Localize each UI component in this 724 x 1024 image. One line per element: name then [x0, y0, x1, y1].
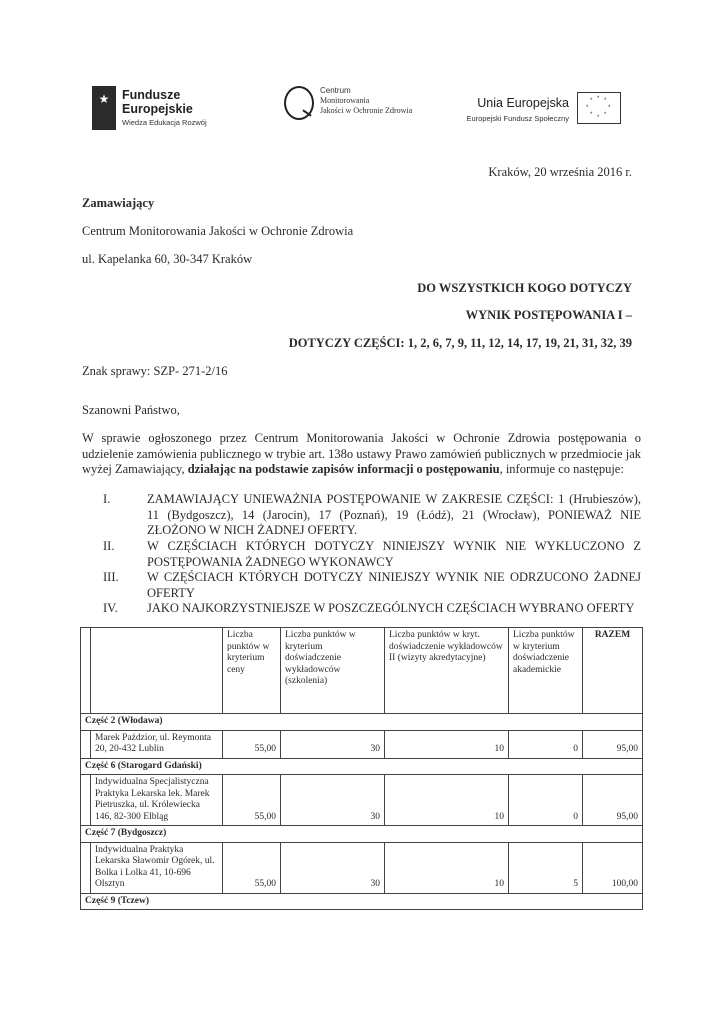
- header-total: RAZEM: [583, 628, 643, 714]
- section-title: Część 6 (Starogard Gdański): [81, 758, 643, 775]
- cm-logo-line3: Jakości w Ochronie Zdrowia: [320, 106, 413, 115]
- price-score: 55,00: [223, 730, 281, 758]
- header-experience-visits: Liczba punktów w kryt. doświadczenie wykładowców II (wizyty akredytacyjne): [385, 628, 509, 714]
- logo-fundusze-europejskie: [92, 86, 242, 134]
- cm-q-icon: [284, 86, 314, 120]
- ue-logo-line1: Unia Europejska: [477, 96, 569, 110]
- header-price: Liczba punktów w kryterium ceny: [223, 628, 281, 714]
- item-number: I.: [103, 492, 111, 506]
- intro-part1: W sprawie ogłoszonego przez Centrum Monitorowania Jakości w Ochronie Zdrowia postępowania o udzielenie zamówienia publicznego w trybie art. 138o ustawy Prawo zamówień publicznych w przedmiocie jak wyżej Zamawiający,: [82, 431, 641, 476]
- section-title: Część 9 (Tczew): [81, 893, 643, 910]
- intro-bold: działając na podstawie zapisów informacji o postępowaniu: [187, 462, 500, 476]
- section-row: [81, 893, 643, 910]
- cm-logo-line2: Monitorowania: [320, 96, 370, 105]
- section-title: Część 2 (Włodawa): [81, 714, 643, 731]
- table-row: [81, 730, 643, 758]
- result-title: WYNIK POSTĘPOWANIA I –: [465, 308, 632, 322]
- experience-score: 30: [281, 775, 385, 826]
- academic-score: 0: [509, 775, 583, 826]
- sender-name: Centrum Monitorowania Jakości w Ochronie Zdrowia: [82, 224, 354, 238]
- concerns-parts: DOTYCZY CZĘŚCI: 1, 2, 6, 7, 9, 11, 12, 14, 17, 19, 21, 31, 32, 39: [288, 336, 632, 350]
- table-row: [81, 842, 643, 893]
- recipient-to: DO WSZYSTKICH KOGO DOTYCZY: [417, 281, 632, 295]
- cm-logo-line1: Centrum: [320, 86, 351, 95]
- total-score: 95,00: [583, 730, 643, 758]
- section-title: Część 7 (Bydgoszcz): [81, 826, 643, 843]
- item-text: W CZĘŚCIACH KTÓRYCH DOTYCZY NINIEJSZY WYNIK NIE WYKLUCZONO Z POSTĘPOWANIA ŻADNEGO WYKONAWCY: [147, 539, 641, 569]
- logo-unia-europejska: [455, 92, 625, 136]
- header-academic: Liczba punktów w kryterium doświadczenie akademickie: [509, 628, 583, 714]
- experience-score: 30: [281, 730, 385, 758]
- item-number: IV.: [103, 601, 118, 615]
- eu-flag-icon: * * * * * * * *: [577, 92, 621, 124]
- experience-score: 30: [281, 842, 385, 893]
- academic-score: 5: [509, 842, 583, 893]
- visits-score: 10: [385, 842, 509, 893]
- total-score: 95,00: [583, 775, 643, 826]
- greeting: Szanowni Państwo,: [82, 403, 180, 417]
- sender-address: ul. Kapelanka 60, 30-347 Kraków: [82, 252, 253, 266]
- fe-logo-line3: Wiedza Edukacja Rozwój: [122, 118, 207, 127]
- price-score: 55,00: [223, 842, 281, 893]
- fe-flag-icon: [92, 86, 116, 130]
- section-row: [81, 758, 643, 775]
- section-row: [81, 826, 643, 843]
- price-score: 55,00: [223, 775, 281, 826]
- intro-part2: , informuje co następuje:: [499, 462, 624, 476]
- star-icon: ★: [98, 92, 110, 106]
- ue-logo-line2: Europejski Fundusz Społeczny: [466, 114, 569, 123]
- item-text: W CZĘŚCIACH KTÓRYCH DOTYCZY NINIEJSZY WYNIK NIE ODRZUCONO ŻADNEJ OFERTY: [147, 570, 641, 600]
- total-score: 100,00: [583, 842, 643, 893]
- results-table: [80, 627, 643, 910]
- contractor-cell: Marek Paździor, ul. Reymonta 20, 20-432 Lublin: [91, 730, 223, 758]
- header-blank: [81, 628, 91, 714]
- item-number: II.: [103, 539, 115, 553]
- header-experience-trainings: Liczba punktów w kryterium doświadczenie wykładowców (szkolenia): [281, 628, 385, 714]
- item-text: ZAMAWIAJĄCY UNIEWAŻNIA POSTĘPOWANIE W ZAKRESIE CZĘŚCI: 1 (Hrubieszów), 11 (Bydgoszcz), 14 (Jarocin), 17 (Poznań), 19 (Łódź), 21 (Wrocław), PONIEWAŻ NIE ZŁOŻONO W NICH ŻADNEJ OFERTY.: [147, 492, 641, 537]
- section-row: [81, 714, 643, 731]
- logo-cmjwoz: [284, 86, 434, 134]
- table-header-row: [81, 628, 643, 714]
- case-number: Znak sprawy: SZP- 271-2/16: [82, 364, 228, 378]
- item-text: JAKO NAJKORZYSTNIEJSZE W POSZCZEGÓLNYCH CZĘŚCIACH WYBRANO OFERTY: [147, 601, 635, 615]
- fe-logo-line2: Europejskie: [122, 102, 193, 116]
- intro-paragraph: [82, 431, 641, 478]
- item-number: III.: [103, 570, 119, 584]
- academic-score: 0: [509, 730, 583, 758]
- letter-date: Kraków, 20 września 2016 r.: [488, 165, 632, 179]
- visits-score: 10: [385, 730, 509, 758]
- sender-heading: Zamawiający: [82, 196, 155, 210]
- fe-logo-line1: Fundusze: [122, 88, 181, 102]
- contractor-cell: Indywidualna Praktyka Lekarska Sławomir Ogórek, ul. Bolka i Lolka 41, 10-696 Olsztyn: [91, 842, 223, 893]
- header-contractor: [91, 628, 223, 714]
- contractor-cell: Indywidualna Specjalistyczna Praktyka Lekarska lek. Marek Pietruszka, ul. Królewiecka 146, 82-300 Elbląg: [91, 775, 223, 826]
- visits-score: 10: [385, 775, 509, 826]
- table-row: [81, 775, 643, 826]
